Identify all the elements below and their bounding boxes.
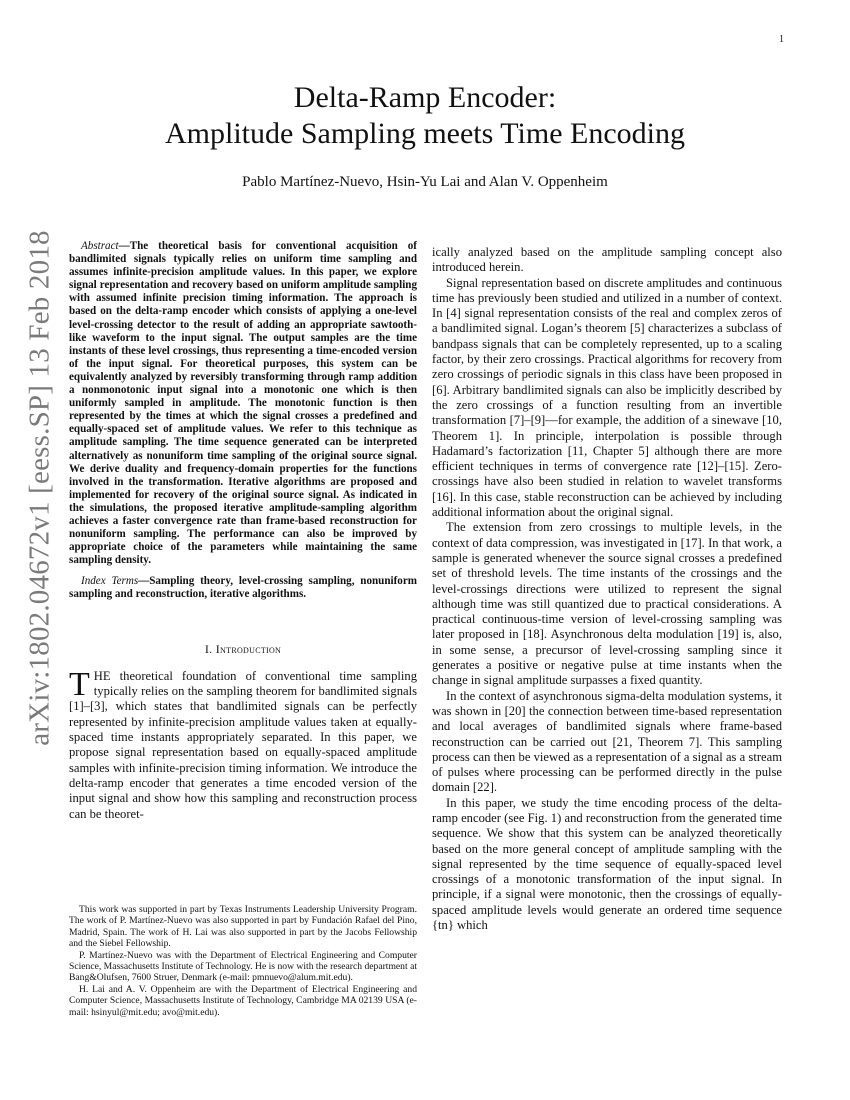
abstract-label: Abstract (81, 240, 119, 252)
right-paragraph-4: In the context of asynchronous sigma-delta modulation systems, it was shown in [20] the connection between time-based representation and local averages of bandlimited signals where frame-based reconstruction can be carried out [21, Theorem 7]. This sampling process can then be viewed as a representation of a signal as a stream of pulses where processing can be performed directly in the pulse domain [22]. (432, 688, 782, 795)
footnote-affiliation-2: H. Lai and A. V. Oppenheim are with the Department of Electrical Engineering and Computer Science, Massachusetts Institute of Technology, Cambridge MA 02139 USA (e-mail: hsinyul@mit.edu; avo@mit.edu). (69, 983, 417, 1018)
section-title: Introduction (215, 641, 282, 656)
right-column (432, 245, 782, 933)
intro-paragraph-1 (69, 665, 417, 822)
right-paragraph-5: In this paper, we study the time encoding process of the delta-ramp encoder (see Fig. 1) and reconstruction from the generated time sequence. We show that this system can be analyzed theoretically based on the more general concept of amplitude sampling with the signal represented by the time sequence of equally-spaced level crossings of a monotonic transformation of the input signal. In principle, if a signal were monotonic, then the crossings of equally-spaced amplitude levels would generate an ordered time sequence {tn} which (432, 795, 782, 933)
abstract-text: —The theoretical basis for conventional acquisition of bandlimited signals typically relies on uniform time sampling and assumes infinite-precision amplitude values. In this paper, we explore signal representation and recovery based on uniform amplitude sampling with assumed infinite precision timing information. The approach is based on the delta-ramp encoder which consists of applying a one-level level-crossing detector to the result of adding an appropriate sawtooth-like waveform to the input signal. The output samples are the time instants of these level crossings, thus representing a time-encoded version of the input signal. For theoretical purposes, this system can be equivalently analyzed by reversibly transforming through ramp addition a nonmonotonic input signal into a monotonic one which is then uniformly sampled in amplitude. The monotonic function is then represented by the times at which the signal crosses a predefined and equally-spaced set of amplitude values. We refer to this technique as amplitude sampling. The time sequence generated can be interpreted alternatively as nonuniform time sampling of the original source signal. We derive duality and frequency-domain properties for the functions involved in the transformation. Iterative algorithms are proposed and implemented for recovery of the original source signal. As indicated in the simulations, the proposed iterative amplitude-sampling algorithm achieves a faster convergence rate than frame-based reconstruction for nonuniform sampling. The performance can also be improved by appropriate choice of the parameters while maintaining the same sampling density. (69, 240, 417, 567)
index-terms (69, 575, 417, 601)
footnote-affiliation-1: P. Martínez-Nuevo was with the Department of Electrical Engineering and Computer Science, Massachusetts Institute of Technology. He is now with the research department at Bang&Olufsen, 7600 Struer, Denmark (e-mail: pmnuevo@alum.mit.edu). (69, 949, 417, 984)
intro-paragraph-1-text: HE theoretical foundation of conventional time sampling typically relies on the sampling theorem for bandlimited signals [1]–[3], which states that bandlimited signals can be perfectly represented by infinite-precision amplitude values taken at equally-spaced time instants appropriately separated. In this paper, we propose signal representation based on equally-spaced amplitude samples with infinite-precision timing information. We introduce the delta-ramp encoder that generates a time encoded version of the input signal and show how this sampling and reconstruction process can be theoret- (69, 668, 417, 821)
index-terms-label: Index Terms (81, 575, 139, 588)
section-heading-introduction (69, 642, 417, 657)
title-line-1: Delta-Ramp Encoder: (293, 81, 557, 114)
abstract (69, 240, 417, 567)
paper-title (60, 80, 790, 152)
right-paragraph-2: Signal representation based on discrete amplitudes and continuous time has previously been studied and utilized in a number of context. In [4] signal representation consists of the real and complex zeros of a bandlimited signal. Logan’s theorem [5] characterizes a subclass of bandpass signals that can be completely represented, up to a scaling factor, by their zero crossings. Practical algorithms for recovery from zero crossings of periodic signals in this class have been proposed in [6]. Arbitrary bandlimited signals can also be implicitly described by the zero crossings of a function resulting from an invertible transformation [7]–[9]—for example, the addition of a sinewave [10, Theorem 1]. In principle, interpolation is possible through Hadamard’s factorization [11, Chapter 5] although there are more efficient techniques in terms of convergence rate [12]–[15]. Zero-crossings have also been studied in relation to wavelet transforms [16]. In this case, stable reconstruction can be achieved by including additional information about the original signal. (432, 275, 782, 520)
left-column (69, 240, 417, 822)
section-numeral: I. (204, 641, 216, 656)
footnote-funding: This work was supported in part by Texas Instruments Leadership University Program. The work of P. Martínez-Nuevo was also supported in part by Fundación Rafael del Pino, Madrid, Spain. The work of H. Lai was also supported in part by the Jacobs Fellowship and the Siebel Fellowship. (69, 904, 417, 950)
title-block (60, 80, 790, 191)
drop-cap: T (69, 665, 90, 703)
arxiv-identifier-stamp[interactable]: arXiv:1802.04672v1 [eess.SP] 13 Feb 2018 (23, 230, 56, 746)
footnotes (69, 904, 417, 1018)
right-paragraph-1: ically analyzed based on the amplitude sampling concept also introduced herein. (432, 245, 782, 275)
right-paragraph-3: The extension from zero crossings to multiple levels, in the context of data compression, was investigated in [17]. In that work, a sample is generated whenever the source signal crosses a predefined set of threshold levels. The time instants of the crossings and the level-crossings directions were utilized to represent the signal although time was still quantized due to practical considerations. A practical continuous-time version of level-crossing sampling was later proposed in [18]. Asynchronous delta modulation [19] is, also, in some sense, a precursor of level-crossing sampling since it generates a positive or negative pulse at time instants when the change in signal amplitude surpasses a fixed quantity. (432, 520, 782, 688)
title-line-2: Amplitude Sampling meets Time Encoding (165, 117, 685, 150)
page-number: 1 (779, 34, 784, 45)
index-terms-text: —Sampling theory, level-crossing sampling, nonuniform sampling and reconstruction, iterative algorithms. (69, 575, 417, 601)
author-list: Pablo Martínez-Nuevo, Hsin-Yu Lai and Alan V. Oppenheim (242, 174, 608, 190)
